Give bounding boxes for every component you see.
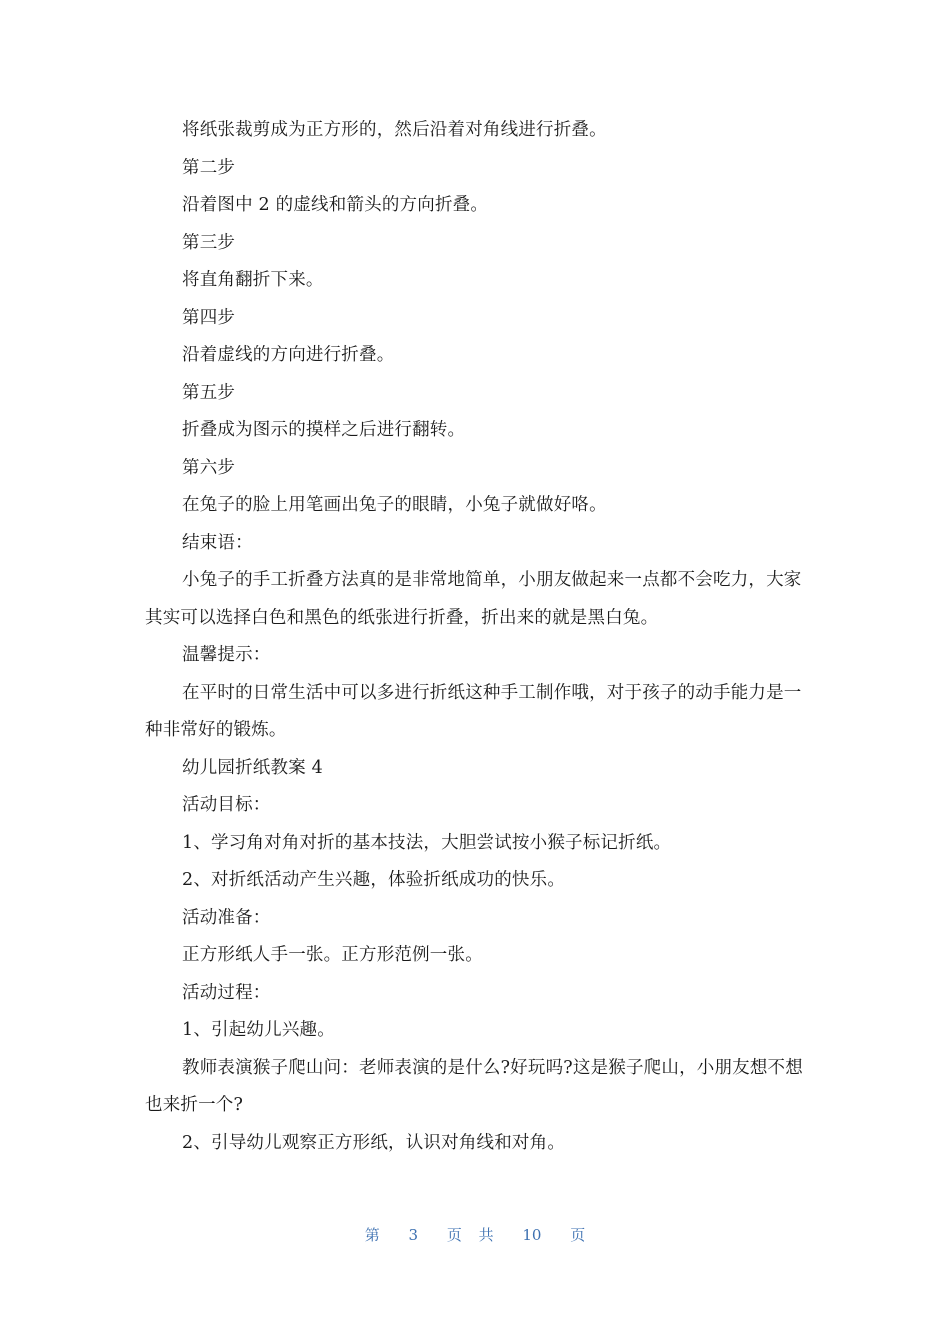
paragraph: 教师表演猴子爬山问：老师表演的是什么?好玩吗?这是猴子爬山，小朋友想不想也来折一个?	[145, 1057, 803, 1115]
paragraph: 小兔子的手工折叠方法真的是非常地简单，小朋友做起来一点都不会吃力，大家其实可以选择白色和黑色的纸张进行折叠，折出来的就是黑白兔。	[145, 570, 802, 628]
paragraph: 在兔子的脸上用笔画出兔子的眼睛，小兔子就做好咯。	[182, 495, 607, 515]
document-body	[145, 112, 805, 1162]
paragraph: 沿着图中 2 的虚线和箭头的方向折叠。	[182, 195, 489, 215]
paragraph: 将纸张裁剪成为正方形的，然后沿着对角线进行折叠。	[182, 120, 607, 140]
paragraph: 在平时的日常生活中可以多进行折纸这种手工制作哦，对于孩子的动手能力是一种非常好的锻炼。	[145, 682, 802, 740]
paragraph: 1、学习角对角对折的基本技法，大胆尝试按小猴子标记折纸。	[182, 832, 672, 853]
footer-current-page: 3	[408, 1226, 419, 1244]
paragraph: 正方形纸人手一张。正方形范例一张。	[182, 945, 483, 965]
paragraph: 温馨提示：	[182, 645, 271, 665]
paragraph: 结束语：	[182, 532, 253, 553]
paragraph: 活动过程：	[182, 982, 271, 1003]
paragraph: 第三步	[182, 232, 236, 253]
footer-prefix: 第	[364, 1226, 380, 1244]
paragraph: 第五步	[182, 382, 236, 403]
footer-total-pages: 10	[522, 1226, 542, 1244]
footer-suffix: 页	[570, 1226, 586, 1244]
paragraph: 沿着虚线的方向进行折叠。	[182, 345, 395, 365]
paragraph: 2、对折纸活动产生兴趣，体验折纸成功的快乐。	[182, 870, 566, 890]
paragraph: 将直角翻折下来。	[182, 270, 324, 290]
paragraph: 第二步	[182, 157, 236, 178]
paragraph: 活动目标：	[182, 795, 271, 815]
paragraph: 1、引起幼儿兴趣。	[182, 1020, 335, 1040]
paragraph: 折叠成为图示的摸样之后进行翻转。	[182, 420, 466, 440]
paragraph: 活动准备：	[182, 907, 271, 928]
paragraph: 第四步	[182, 307, 236, 328]
paragraph: 2、引导幼儿观察正方形纸，认识对角线和对角。	[182, 1132, 566, 1153]
section-heading: 幼儿园折纸教案 4	[182, 757, 323, 778]
paragraph: 第六步	[182, 457, 236, 478]
footer-middle: 页 共	[446, 1226, 494, 1244]
page-footer	[0, 1224, 950, 1245]
